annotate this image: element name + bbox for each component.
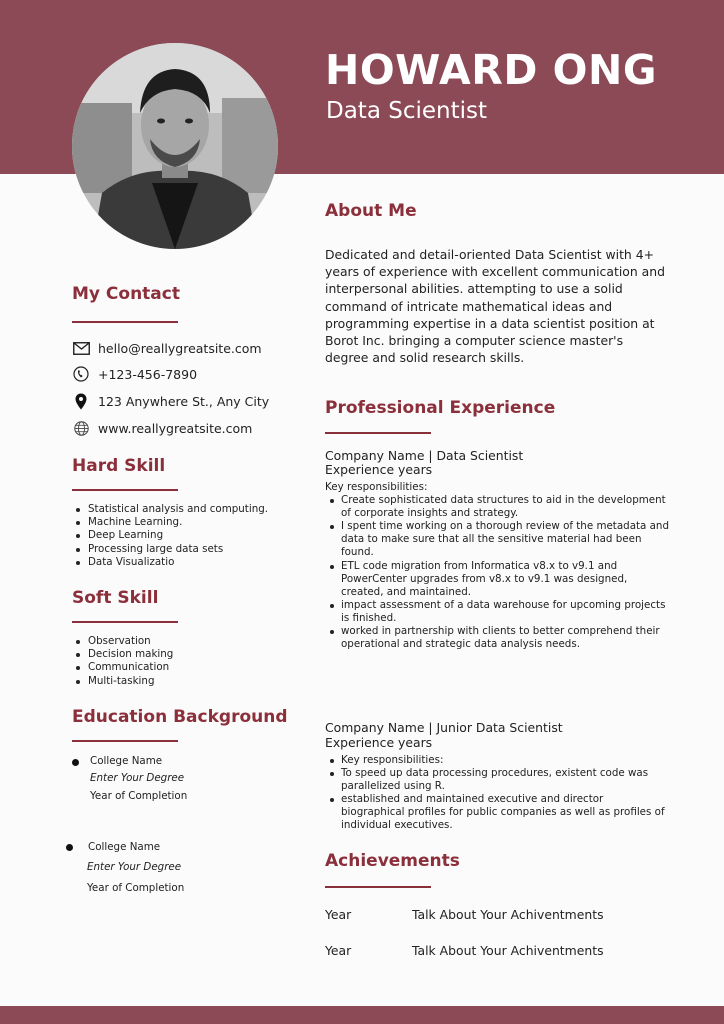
list-item: impact assessment of a data warehouse for upcoming projects is finished. — [325, 599, 670, 625]
contact-heading: My Contact — [72, 284, 180, 304]
education-college: College Name — [88, 841, 161, 853]
achievement-text: Talk About Your Achiventments — [412, 943, 604, 958]
phone-icon — [72, 365, 90, 383]
job-company-role: Company Name | Data Scientist — [325, 448, 524, 463]
list-item: Communication — [72, 661, 292, 674]
achievement-text: Talk About Your Achiventments — [412, 907, 604, 922]
job-title: Data Scientist — [326, 98, 487, 124]
education-heading: Education Background — [72, 707, 288, 727]
list-item: Deep Learning — [72, 529, 292, 542]
list-item: Create sophisticated data structures to aid in the development of corporate insights and strategy. — [325, 494, 670, 520]
list-item: Statistical analysis and computing. — [72, 503, 292, 516]
contact-website-text: www.reallygreatsite.com — [98, 420, 253, 436]
hard-skill-divider — [72, 489, 178, 491]
list-item: To speed up data processing procedures, existent code was parallelized using R. — [325, 767, 670, 793]
hard-skill-list — [72, 503, 292, 569]
contact-phone-text: +123-456-7890 — [98, 366, 198, 382]
list-item: ETL code migration from Informatica v8.x to v9.1 and PowerCenter upgrades from v8.x to v9.1 was designed, created, and maintained. — [325, 560, 670, 599]
achievement-year: Year — [325, 907, 352, 922]
contact-address — [72, 391, 269, 411]
job-responsibilities-lead: Key responsibilities: — [325, 481, 428, 493]
education-bullet — [72, 759, 79, 766]
list-item: I spent time working on a thorough review of the metadata and data to make sure that all the sensitive material had been found. — [325, 520, 670, 559]
contact-address-text: 123 Anywhere St., Any City — [98, 393, 270, 409]
list-item: Decision making — [72, 648, 292, 661]
soft-skill-list — [72, 635, 292, 688]
education-degree: Enter Your Degree — [90, 772, 185, 784]
job-company-role: Company Name | Junior Data Scientist — [325, 720, 563, 735]
contact-phone[interactable] — [72, 364, 197, 384]
job-years: Experience years — [325, 735, 433, 750]
email-icon — [72, 339, 90, 357]
contact-divider — [72, 321, 178, 323]
education-year: Year of Completion — [90, 790, 188, 802]
list-item: Multi-tasking — [72, 675, 292, 688]
job-years: Experience years — [325, 462, 433, 477]
contact-email[interactable] — [72, 338, 262, 358]
soft-skill-divider — [72, 621, 178, 623]
education-divider — [72, 740, 178, 742]
achievements-divider — [325, 886, 431, 888]
education-year: Year of Completion — [87, 882, 185, 894]
about-heading: About Me — [325, 201, 417, 221]
list-item: Data Visualizatio — [72, 556, 292, 569]
list-item: Observation — [72, 635, 292, 648]
experience-heading: Professional Experience — [325, 398, 556, 418]
globe-icon — [72, 419, 90, 437]
list-item: established and maintained executive and director biographical profiles for public companies as well as profiles of individual executives. — [325, 793, 670, 832]
education-bullet — [66, 844, 73, 851]
footer-band — [0, 1006, 724, 1024]
list-item: Machine Learning. — [72, 516, 292, 529]
hard-skill-heading: Hard Skill — [72, 456, 166, 476]
about-text: Dedicated and detail-oriented Data Scientist with 4+ years of experience with excellent communication and interpersonal abilities. attempting to use a solid command of intricate mathematical ideas and programming expertise in a data scientist position at Borot Inc. bringing a computer science master's degree and solid research skills. — [325, 247, 665, 366]
achievement-year: Year — [325, 943, 352, 958]
list-item: Processing large data sets — [72, 543, 292, 556]
list-item: Key responsibilities: — [325, 754, 670, 767]
experience-divider — [325, 432, 431, 434]
contact-email-text: hello@reallygreatsite.com — [98, 340, 262, 356]
achievements-heading: Achievements — [325, 851, 460, 871]
job-responsibilities — [325, 481, 670, 651]
education-college: College Name — [90, 755, 163, 767]
resume-name: HOWARD ONG — [325, 46, 657, 94]
contact-website[interactable] — [72, 418, 252, 438]
job-responsibilities — [325, 754, 670, 833]
location-pin-icon — [72, 392, 90, 410]
education-degree: Enter Your Degree — [87, 861, 182, 873]
soft-skill-heading: Soft Skill — [72, 588, 159, 608]
list-item: worked in partnership with clients to better comprehend their operational and strategic data analysis needs. — [325, 625, 670, 651]
profile-photo — [72, 43, 278, 249]
